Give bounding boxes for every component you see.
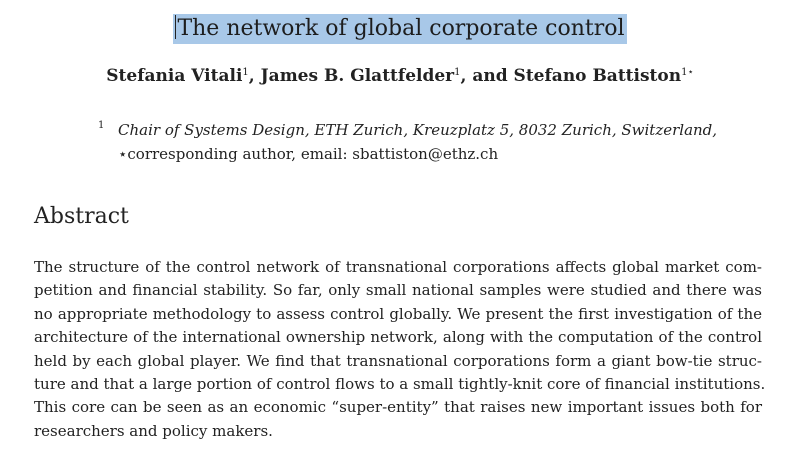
abstract-heading: Abstract (34, 204, 129, 229)
paper-title-text: The network of global corporate control (177, 16, 625, 41)
author-name: James B. Glattfelder (260, 66, 455, 86)
affiliation-block (98, 118, 778, 166)
abstract-line: no appropriate methodology to assess control globally. We present the first investigation of the (34, 304, 762, 323)
title-container (0, 14, 800, 44)
author-separator: , (248, 66, 261, 86)
paper-title[interactable] (173, 14, 626, 44)
abstract-line: held by each global player. We find that transnational corporations form a giant bow-tie struc- (34, 351, 762, 370)
author-mark: 1 (454, 67, 461, 78)
author-name: Stefano Battiston (513, 66, 682, 86)
abstract-line: ture and that a large portion of control flows to a small tightly-knit core of financial institutions. (34, 375, 766, 394)
author-mark: 1⋆ (681, 67, 694, 78)
abstract-body (34, 256, 766, 443)
abstract-line: The structure of the control network of transnational corporations affects global market com- (34, 258, 762, 276)
author-separator: , and (460, 66, 514, 86)
abstract-line: This core can be seen as an economic “super-entity” that raises new important issues both for (34, 398, 762, 417)
abstract-line: researchers and policy makers. (34, 421, 273, 440)
author-list (0, 64, 800, 88)
text-cursor (175, 15, 176, 39)
author-mark: 1 (242, 67, 249, 78)
affiliation-text: Chair of Systems Design, ETH Zurich, Kreuzplatz 5, 8032 Zurich, Switzerland, (118, 121, 718, 139)
abstract-line: petition and financial stability. So far, only small national samples were studied and there was (34, 281, 762, 300)
author-name: Stefania Vitali (106, 66, 243, 86)
corresponding-author: ⋆corresponding author, email: sbattiston@ethz.ch (118, 145, 499, 163)
affiliation-mark: 1 (98, 120, 105, 131)
abstract-line: architecture of the international ownership network, along with the computation of the control (34, 328, 762, 347)
